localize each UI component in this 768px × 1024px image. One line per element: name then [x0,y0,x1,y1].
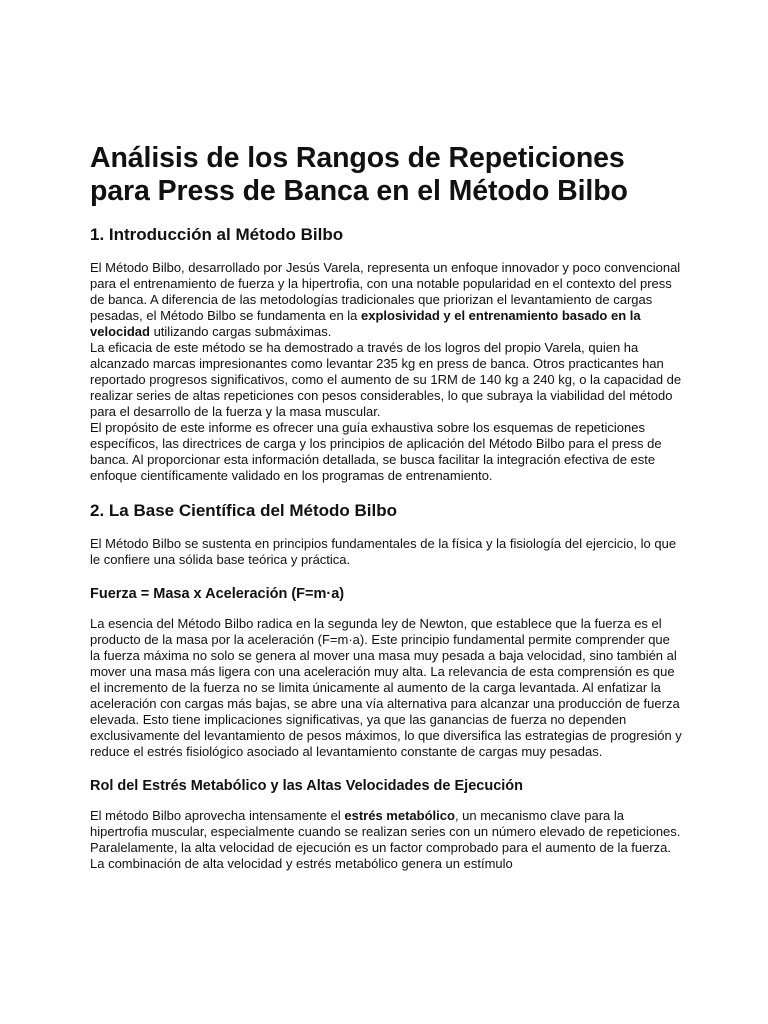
paragraph-intro-1 [90,260,682,340]
text-run: El Método Bilbo, desarrollado por Jesús Varela, representa un enfoque innovador y poco convencional para el entrenamiento de fuerza y la hipertrofia, con una notable popularidad en el contexto del press de banca. A diferencia de las metodologías tradicionales que priorizan el levantamiento de cargas pesadas, el Método Bilbo se fundamenta en la [90,260,681,323]
subsection-body-fuerza [90,616,682,760]
paragraph-estres [90,808,682,872]
paragraph-base-intro: El Método Bilbo se sustenta en principios fundamentales de la física y la fisiología del ejercicio, lo que le confiere una sólida base teórica y práctica. [90,536,677,567]
subsection-body-estres [90,808,682,872]
section-body-base-cientifica [90,536,682,568]
paragraph-fuerza: La esencia del Método Bilbo radica en la segunda ley de Newton, que establece que la fuerza es el producto de la masa por la aceleración (F=m·a). Este principio fundamental permite comprender que la fuerza máxima no solo se genera al mover una masa muy pesada a baja velocidad, sino también al mover una masa más ligera con una aceleración muy alta. La relevancia de esta comprensión es que el incremento de la fuerza no se limita únicamente al aumento de la carga levantada. Al enfatizar la aceleración con cargas más bajas, se abre una vía alternativa para alcanzar una producción de fuerza elevada. Esto tiene implicaciones significativas, ya que las ganancias de fuerza no dependen exclusivamente del levantamiento de pesos máximos, lo que diversifica las estrategias de progresión y reduce el estrés fisiológico asociado al levantamiento constante de cargas muy pesadas. [90,616,682,759]
paragraph-intro-2: La eficacia de este método se ha demostrado a través de los logros del propio Varela, quien ha alcanzado marcas impresionantes como levantar 235 kg en press de banca. Otros practicantes han reportado progresos significativos, como el aumento de su 1RM de 140 kg a 240 kg, o la capacidad de realizar series de altas repeticiones con pesos considerables, lo que subraya la viabilidad del método para el desarrollo de la fuerza y la masa muscular. [90,340,682,419]
document-title: Análisis de los Rangos de Repeticiones para Press de Banca en el Método Bilbo [90,142,628,207]
subsection-heading-fuerza: Fuerza = Masa x Aceleración (F=m·a) [90,586,345,602]
bold-text-run: explosividad y el entrenamiento basado en la velocidad [90,308,641,339]
text-run: , un mecanismo clave para la hipertrofia muscular, especialmente cuando se realizan series con un número elevado de repeticiones. Paralelamente, la alta velocidad de ejecución es un factor comprobado para el aumento de la fuerza. La combinación de alta velocidad y estrés metabólico genera un estímulo [90,808,681,871]
subsection-heading-estres: Rol del Estrés Metabólico y las Altas Velocidades de Ejecución [90,778,524,794]
bold-text-run: estrés metabólico [344,808,455,823]
section-heading-introduccion: 1. Introducción al Método Bilbo [90,225,344,244]
paragraph-intro-3: El propósito de este informe es ofrecer una guía exhaustiva sobre los esquemas de repeticiones específicos, las directrices de carga y los principios de aplicación del Método Bilbo para el press de banca. Al proporcionar esta información detallada, se busca facilitar la integración efectiva de este enfoque científicamente validado en los programas de entrenamiento. [90,420,662,483]
text-run: El método Bilbo aprovecha intensamente el [90,808,345,823]
document-page [90,142,682,888]
section-heading-base-cientifica: 2. La Base Científica del Método Bilbo [90,501,397,520]
section-body-introduccion [90,260,682,484]
text-run: utilizando cargas submáximas. [149,324,332,339]
